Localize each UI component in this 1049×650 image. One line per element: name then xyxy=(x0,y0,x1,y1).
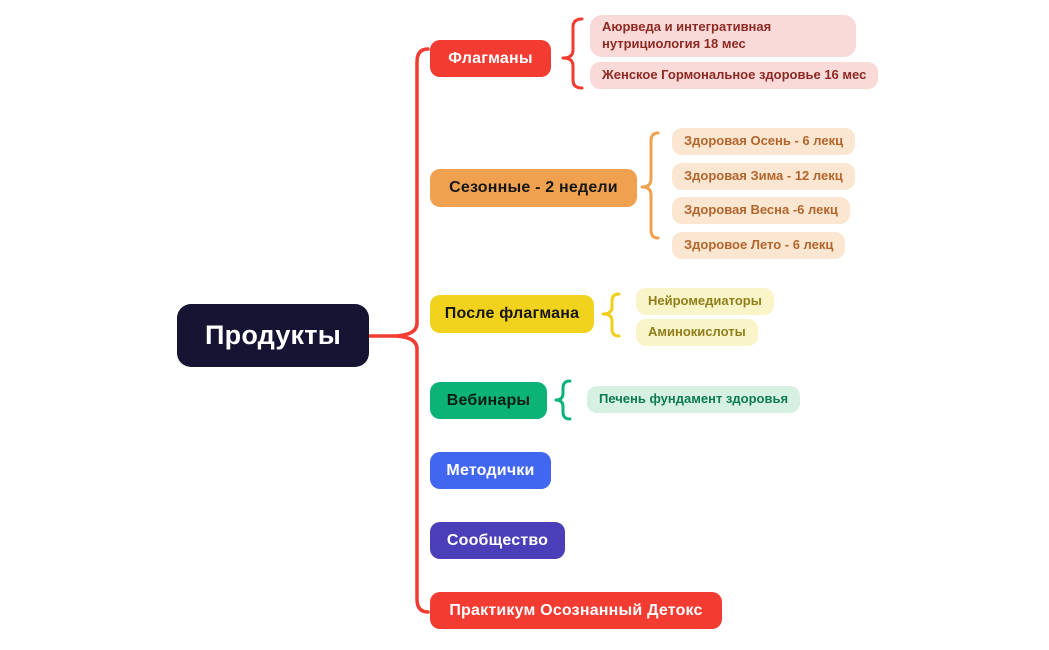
child-node-healthy-spring[interactable]: Здоровая Весна -6 лекц xyxy=(672,197,850,224)
child-node-healthy-summer[interactable]: Здоровое Лето - 6 лекц xyxy=(672,232,845,259)
branch-node-community[interactable]: Сообщество xyxy=(430,522,565,559)
branch-node-flagships[interactable]: Флагманы xyxy=(430,40,551,77)
child-node-neuromediators[interactable]: Нейромедиаторы xyxy=(636,288,774,315)
child-node-female-hormonal-health[interactable]: Женское Гормональное здоровье 16 мес xyxy=(590,62,878,89)
branch-node-webinars[interactable]: Вебинары xyxy=(430,382,547,419)
root-node-products[interactable]: Продукты xyxy=(177,304,369,367)
child-node-aminoacids[interactable]: Аминокислоты xyxy=(636,319,758,346)
branch-node-seasonal[interactable]: Сезонные - 2 недели xyxy=(430,169,637,207)
root-brace xyxy=(370,49,428,612)
post-flagship-brace xyxy=(603,294,619,336)
webinars-brace xyxy=(556,381,570,419)
child-node-healthy-winter[interactable]: Здоровая Зима - 12 лекц xyxy=(672,163,855,190)
flagships-brace xyxy=(563,19,582,88)
child-node-healthy-autumn[interactable]: Здоровая Осень - 6 лекц xyxy=(672,128,855,155)
branch-node-detox-practicum[interactable]: Практикум Осознанный Детокс xyxy=(430,592,722,629)
child-node-ayurveda-nutritiology[interactable]: Аюрведа и интегративная нутрициология 18 мес xyxy=(590,15,856,57)
seasonal-brace xyxy=(642,133,658,238)
branch-node-post-flagship[interactable]: После флагмана xyxy=(430,295,594,333)
branch-node-manuals[interactable]: Методички xyxy=(430,452,551,489)
child-node-liver-health-foundation[interactable]: Печень фундамент здоровья xyxy=(587,386,800,413)
